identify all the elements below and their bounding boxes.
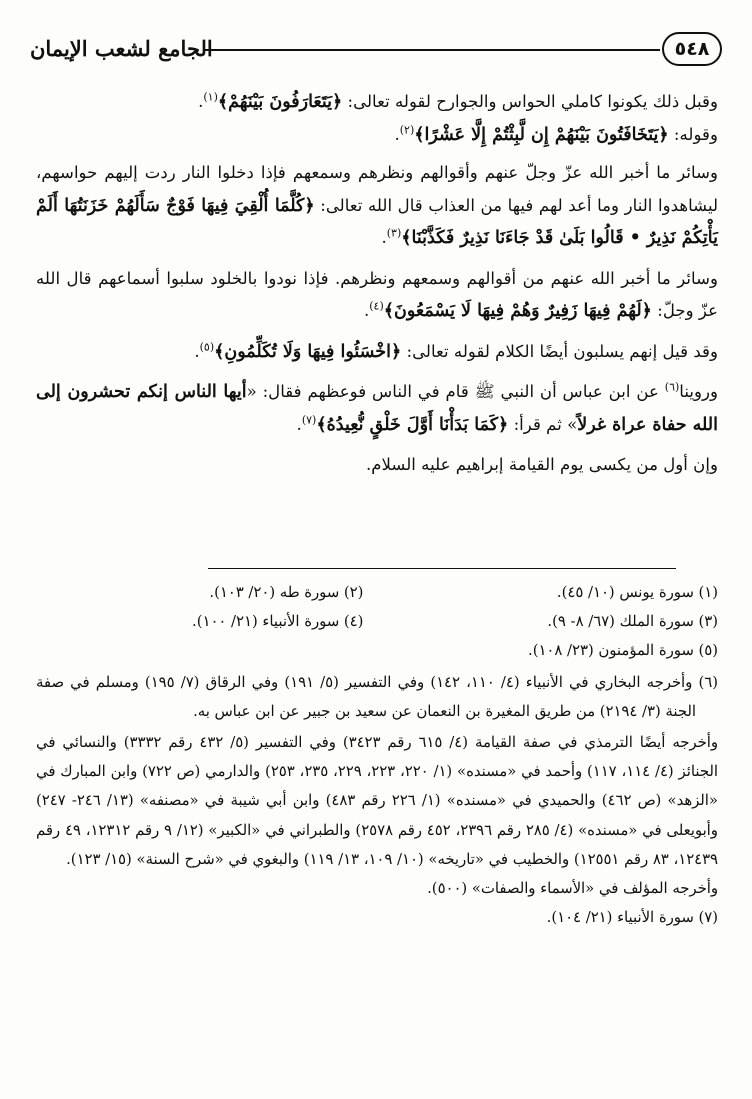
footnote-3: (٣) سورة الملك (٦٧/ ٨- ٩). <box>547 613 718 631</box>
footnote-row-1 <box>36 578 718 607</box>
p5-text-c: » ثم قرأ: <box>508 414 578 434</box>
paragraph-1 <box>36 86 718 151</box>
p4-text: وقد قيل إنهم يسلبون أيضًا الكلام لقوله تعالى: <box>401 341 718 361</box>
footnote-2: (٢) سورة طه (٢٠/ ١٠٣). <box>209 584 364 601</box>
paragraph-2 <box>36 157 718 255</box>
p1-line2-tail: . <box>394 124 400 144</box>
p3-tail: . <box>363 301 370 320</box>
footnote-6-author: وأخرجه المؤلف في «الأسماء والصفات» (٥٠٠). <box>427 880 718 898</box>
p5-tail: . <box>296 414 302 434</box>
p2-text: وسائر ما أخبر الله عزّ وجلّ عنهم وأقوالهم ونظرهم وسمعهم فإذا دخلوا النار ردت إليهم حواسهم، ليشاهدوا النار وما أعد لهم فيها من العذاب قال الله تعالى: <box>36 163 719 215</box>
footnote-1: (١) سورة يونس (١٠/ ٤٥). <box>556 584 718 601</box>
footnote-ref-3: (٣) <box>386 226 402 240</box>
paragraph-5 <box>36 376 718 441</box>
paragraph-6: وإن أول من يكسى يوم القيامة إبراهيم عليه السلام. <box>365 455 718 474</box>
quran-quote-2: ﴿يَتَخَافَتُونَ بَيْنَهُمْ إِن لَّبِثْتُمْ إِلَّا عَشْرًا﴾ <box>414 124 669 145</box>
p1-tail: . <box>198 92 204 111</box>
footnote-ref-4: (٤) <box>369 299 384 313</box>
p2-tail: . <box>381 228 387 247</box>
footnotes <box>36 578 718 932</box>
running-title: الجامع لشعب الإيمان <box>30 36 213 61</box>
footnote-ref-6: (٦) <box>664 380 680 394</box>
p1-text: وقبل ذلك يكونوا كاملي الحواس والجوارح لقوله تعالى: <box>342 92 718 111</box>
footnote-ref-1: (١) <box>203 90 218 104</box>
footnote-5: (٥) سورة المؤمنون (٢٣/ ١٠٨). <box>528 642 718 660</box>
p1-line2-text: وقوله: <box>668 124 718 144</box>
footnote-ref-7: (٧) <box>301 412 317 426</box>
paragraph-4 <box>36 336 718 369</box>
main-text <box>36 86 718 490</box>
quran-quote-5: ﴿اخْسَئُوا فِيهَا وَلَا تُكَلِّمُونِ﴾ <box>214 341 402 362</box>
p5-text-a: وروينا <box>679 382 719 401</box>
quran-quote-4: ﴿لَهُمْ فِيهَا زَفِيرٌ وَهُمْ فِيهَا لَا يَسْمَعُونَ﴾ <box>383 301 652 321</box>
hadith-text: أيها الناس إنكم تحشرون إلى الله حفاة عراة غرلاً <box>36 382 718 435</box>
footnote-separator <box>208 568 676 569</box>
footnote-4: (٤) سورة الأنبياء (٢١/ ١٠٠). <box>192 613 364 631</box>
footnote-ref-2: (٢) <box>399 122 415 136</box>
page-header <box>30 30 722 72</box>
footnote-7: (٧) سورة الأنبياء (٢١/ ١٠٤). <box>546 909 718 927</box>
header-rule <box>205 49 660 51</box>
page-number: ٥٤٨ <box>662 32 722 66</box>
p4-tail: . <box>194 341 200 361</box>
quran-quote-3: ﴿كُلَّمَا أُلْقِيَ فِيهَا فَوْجٌ سَأَلَهُمْ خَزَنَتُهَا أَلَمْ يَأْتِكُمْ نَذِيرٌ • قَالُوا بَلَىٰ قَدْ جَاءَنَا نَذِيرٌ فَكَذَّبْنَا﴾ <box>36 195 718 248</box>
quran-quote-6: ﴿كَمَا بَدَأْنَا أَوَّلَ خَلْقٍ نُّعِيدُهُ﴾ <box>316 414 509 435</box>
p5-text-b: عن ابن عباس أن النبي ﷺ قام في الناس فوعظهم فقال: « <box>246 382 665 401</box>
footnote-6-continued: وأخرجه أيضًا الترمذي في صفة القيامة (٤/ ٦١٥ رقم ٣٤٢٣) وفي التفسير (٥/ ٤٣٢ رقم ٣٣٣٢) والنسائي في الجنائز (٤/ ١١٤، ١١٧) وأحمد في «مسنده» (١/ ٢٢٠، ٢٢٣، ٢٢٩، ٢٣٥، ٢٥٣) والدارمي (ص ٧٢٢) وابن المبارك في «الزهد» (ص ٤٦٢) والحميدي في «مسنده» (١/ ٢٢٦ رقم ٤٨٣) وابن أبي شيبة في «مصنفه» (١٣/ ٢٤٦- ٢٤٧) وأبويعلى في «مسنده» (٤/ ٢٨٥ رقم ٢٣٩٦، ٤٥٢ رقم ٢٥٧٨) والطبراني في «الكبير» (١٢/ ٩ رقم ١٢٣١٢، ٤٩ رقم ١٢٤٣٩، ٨٣ رقم ١٢٥٥١) والخطيب في «تاريخه» (١٠/ ١٠٩، ١٣/ ١١٩) والبغوي في «شرح السنة» (١٥/ ١٢٣). <box>36 734 718 868</box>
p3-text: وسائر ما أخبر الله عنهم من أقوالهم وسمعهم ونظرهم. فإذا نودوا بالخلود سلبوا أسماعهم قال الله عزّ وجلّ: <box>36 268 718 320</box>
footnote-ref-5: (٥) <box>199 339 215 353</box>
paragraph-3 <box>36 263 718 328</box>
footnote-6: (٦) وأخرجه البخاري في الأنبياء (٤/ ١١٠، ١٤٢) وفي التفسير (٥/ ١٩١) وفي الرقاق (٧/ ١٩٥) ومسلم في صفة الجنة (٣/ ٢١٩٤) من طريق المغيرة بن النعمان عن سعيد بن جبير عن ابن عباس به. <box>36 673 718 720</box>
quran-quote-1: ﴿يَتَعَارَفُونَ بَيْنَهُمْ﴾ <box>217 92 343 112</box>
footnote-row-2 <box>36 607 718 636</box>
